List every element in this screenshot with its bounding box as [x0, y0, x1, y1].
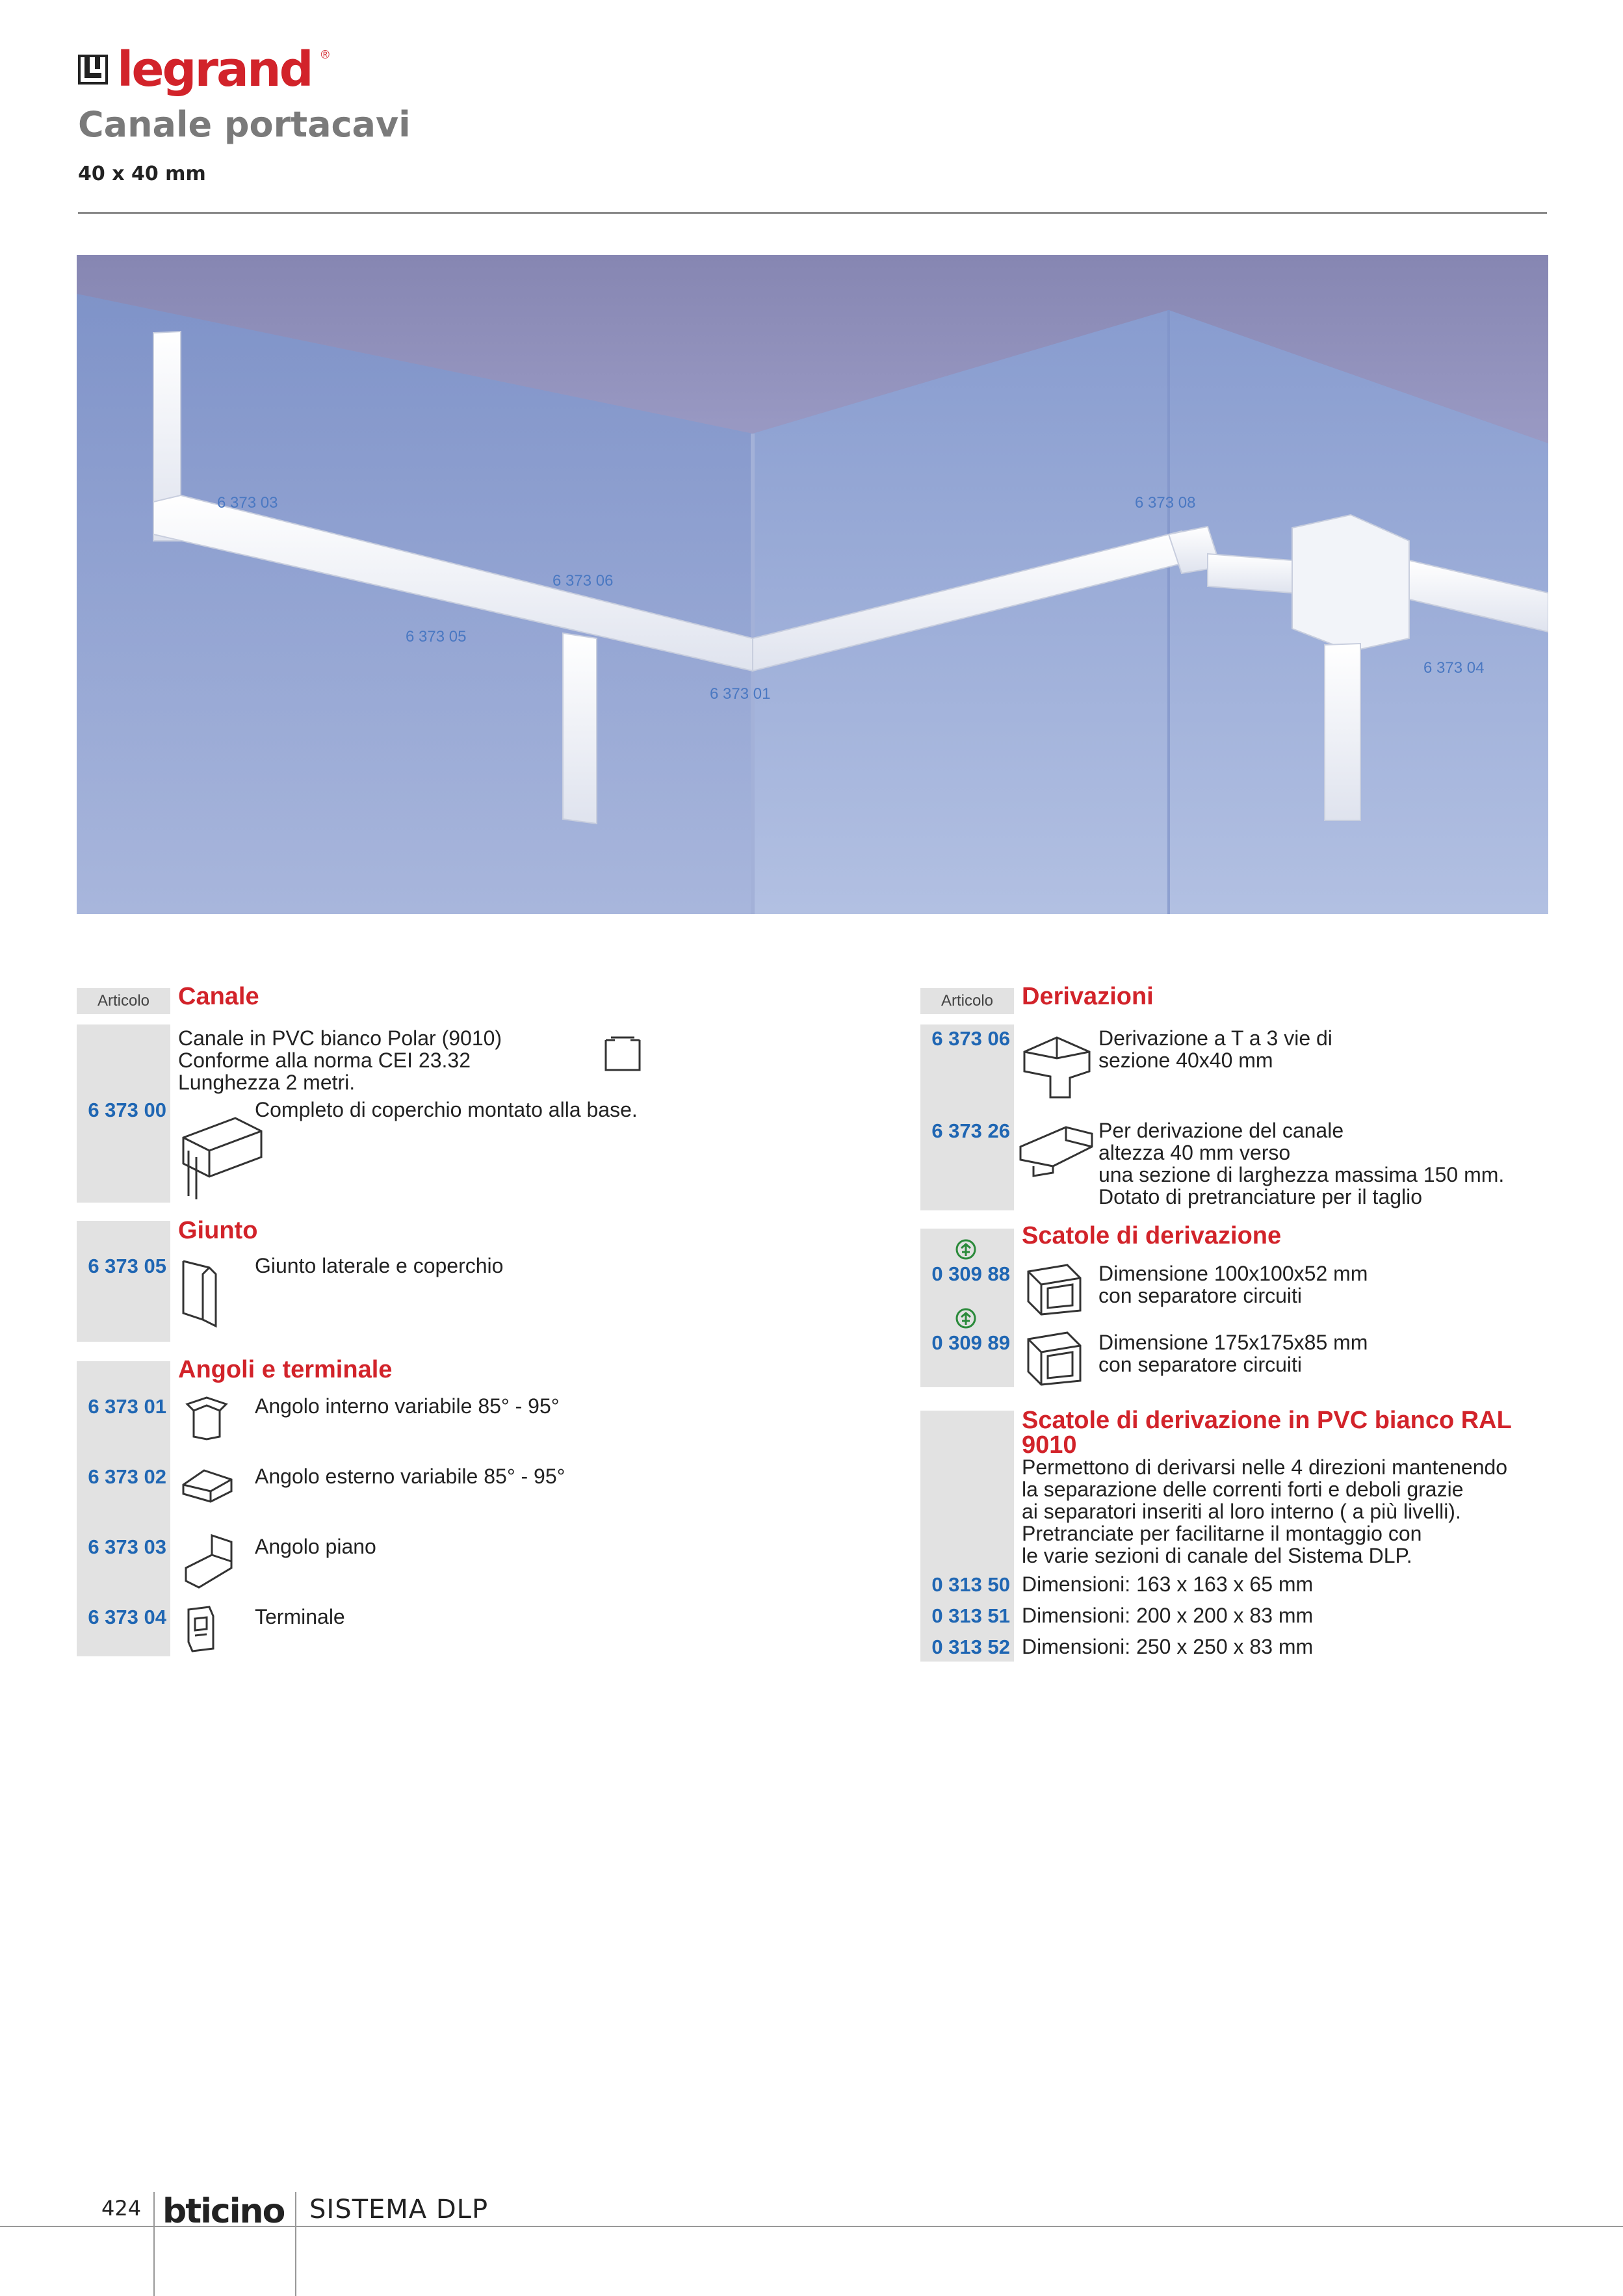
canale-desc-4: Completo di coperchio montato alla base. [255, 1098, 638, 1121]
footer-vertical-divider [153, 2192, 155, 2296]
code-637301: 6 373 01 [88, 1395, 166, 1418]
bticino-logo: bticino [162, 2192, 285, 2231]
page-subtitle: 40 x 40 mm [78, 163, 206, 185]
scatole-pvc-desc-4: Pretranciate per facilitarne il montaggio con [1022, 1522, 1422, 1545]
legrand-logo [78, 42, 330, 98]
flat-corner-icon [179, 1529, 238, 1594]
scatola-89-desc-2: con separatore circuiti [1098, 1353, 1303, 1376]
canale-desc-1: Canale in PVC bianco Polar (9010) [178, 1026, 502, 1050]
internal-corner-icon [181, 1391, 233, 1443]
code-column-giunto [77, 1221, 170, 1342]
canale-desc-2: Conforme alla norma CEI 23.32 [178, 1049, 471, 1072]
section-title-canale: Canale [178, 983, 259, 1010]
code-030988: 0 309 88 [931, 1262, 1010, 1285]
angolo-interno-desc: Angolo interno variabile 85° - 95° [255, 1394, 560, 1418]
code-637303: 6 373 03 [88, 1535, 166, 1558]
end-cap-icon [181, 1603, 220, 1655]
scatola-352-desc: Dimensioni: 250 x 250 x 83 mm [1022, 1635, 1314, 1658]
section-title-scatole-pvc-1: Scatole di derivazione in PVC bianco RAL [1022, 1407, 1512, 1434]
code-031352: 0 313 52 [931, 1636, 1010, 1658]
duct-section-icon [602, 1034, 643, 1075]
giunto-desc: Giunto laterale e coperchio [255, 1254, 504, 1277]
angolo-piano-desc: Angolo piano [255, 1535, 376, 1558]
code-031351: 0 313 51 [931, 1604, 1010, 1627]
joint-icon [177, 1255, 229, 1333]
scatola-88-desc-1: Dimensione 100x100x52 mm [1098, 1262, 1368, 1285]
callout-637308: 6 373 08 [1135, 494, 1196, 512]
derivazione-26-desc-4: Dotato di pretranciature per il taglio [1098, 1185, 1423, 1208]
branch-adapter-icon [1014, 1121, 1098, 1179]
derivazione-26-desc-1: Per derivazione del canale [1098, 1119, 1344, 1142]
derivazione-t-desc-1: Derivazione a T a 3 vie di [1098, 1026, 1332, 1050]
page-number: 424 [101, 2196, 142, 2221]
callout-637303: 6 373 03 [217, 494, 278, 512]
installation-illustration [77, 255, 1548, 914]
legrand-mark-icon [78, 55, 108, 85]
code-030989: 0 309 89 [931, 1331, 1010, 1354]
code-637305: 6 373 05 [88, 1255, 166, 1277]
code-637326: 6 373 26 [931, 1119, 1010, 1142]
code-637300: 6 373 00 [88, 1099, 166, 1121]
footer-system-name: SISTEMA DLP [309, 2195, 489, 2224]
section-title-derivazioni: Derivazioni [1022, 983, 1154, 1010]
scatola-350-desc: Dimensioni: 163 x 163 x 65 mm [1022, 1572, 1314, 1596]
external-corner-icon [178, 1461, 237, 1507]
scatola-89-desc-1: Dimensione 175x175x85 mm [1098, 1331, 1368, 1354]
derivazione-26-desc-2: altezza 40 mm verso [1098, 1141, 1291, 1164]
articolo-header-left: Articolo [77, 988, 170, 1014]
terminale-desc: Terminale [255, 1605, 345, 1628]
code-637304: 6 373 04 [88, 1606, 166, 1628]
callout-637304: 6 373 04 [1423, 659, 1485, 677]
junction-box-small-icon [1022, 1259, 1087, 1317]
footer-vertical-divider [295, 2192, 296, 2296]
registered-mark: ® [320, 48, 330, 61]
section-title-giunto: Giunto [178, 1217, 258, 1244]
scatole-pvc-desc-1: Permettono di derivarsi nelle 4 direzioni mantenendo [1022, 1455, 1508, 1479]
derivazione-26-desc-3: una sezione di larghezza massima 150 mm. [1098, 1163, 1505, 1186]
callout-637301: 6 373 01 [710, 685, 771, 703]
eco-label-icon [954, 1238, 978, 1261]
header-divider [78, 212, 1547, 214]
canale-desc-3: Lunghezza 2 metri. [178, 1071, 356, 1094]
page-title: Canale portacavi [78, 104, 411, 145]
code-031350: 0 313 50 [931, 1573, 1010, 1596]
installation-photo [77, 255, 1548, 914]
legrand-wordmark: legrand [117, 42, 312, 98]
section-title-scatole: Scatole di derivazione [1022, 1222, 1282, 1249]
t-branch-icon [1018, 1026, 1096, 1104]
section-title-angoli: Angoli e terminale [178, 1356, 393, 1383]
callout-637306: 6 373 06 [552, 572, 614, 590]
eco-label-icon [954, 1307, 978, 1330]
duct-icon [177, 1112, 268, 1203]
derivazione-t-desc-2: sezione 40x40 mm [1098, 1049, 1273, 1072]
scatola-351-desc: Dimensioni: 200 x 200 x 83 mm [1022, 1604, 1314, 1627]
angolo-esterno-desc: Angolo esterno variabile 85° - 95° [255, 1465, 565, 1488]
section-title-scatole-pvc-2: 9010 [1022, 1431, 1077, 1459]
scatole-pvc-desc-2: la separazione delle correnti forti e deboli grazie [1022, 1478, 1464, 1501]
junction-box-large-icon [1022, 1326, 1087, 1387]
code-637302: 6 373 02 [88, 1465, 166, 1488]
scatola-88-desc-2: con separatore circuiti [1098, 1284, 1303, 1307]
code-637306: 6 373 06 [931, 1027, 1010, 1050]
scatole-pvc-desc-3: ai separatori inseriti al loro interno ( a più livelli). [1022, 1500, 1461, 1523]
articolo-header-right: Articolo [920, 988, 1014, 1014]
scatole-pvc-desc-5: le varie sezioni di canale del Sistema DLP. [1022, 1544, 1412, 1567]
code-column-derivazioni [920, 1024, 1014, 1210]
callout-637305: 6 373 05 [406, 628, 467, 646]
